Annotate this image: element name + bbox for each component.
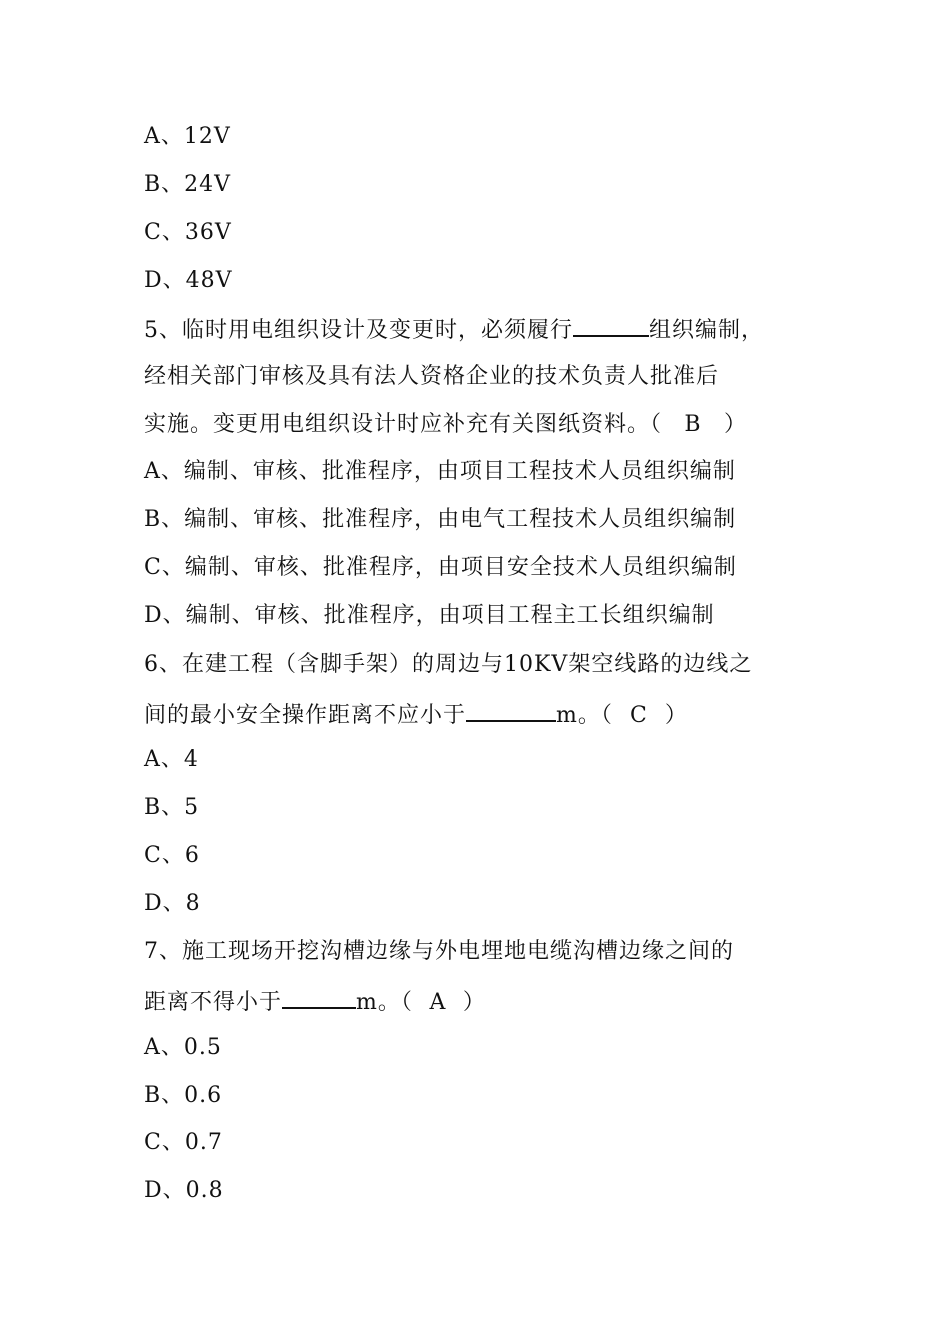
q5-stem-text-1: 5、临时用电组织设计及变更时，必须履行 <box>144 318 573 343</box>
q7-unit: m。（ <box>356 990 413 1015</box>
q6-stem-text-2: 间的最小安全操作距离不应小于 <box>144 703 467 728</box>
q7-option-c: C、0.7 <box>144 1130 223 1155</box>
q7-option-a: A、0.5 <box>144 1035 222 1060</box>
q5-stem-text-3: 实施。变更用电组织设计时应补充有关图纸资料。（ <box>144 412 663 437</box>
q5-stem-line-2: 经相关部门审核及具有法人资格企业的技术负责人批准后 <box>144 364 720 389</box>
q5-stem-line-3 <box>144 410 747 440</box>
q5-close-paren: ） <box>724 412 748 437</box>
q7-option-b: B、0.6 <box>144 1083 223 1108</box>
q6-option-a: A、4 <box>144 747 199 772</box>
q5-option-b: B、编制、审核、批准程序，由电气工程技术人员组织编制 <box>144 507 737 532</box>
q6-blank <box>466 698 556 722</box>
q6-stem-line-1: 6、在建工程（含脚手架）的周边与10KV架空线路的边线之 <box>144 652 753 677</box>
q7-option-d: D、0.8 <box>144 1178 224 1203</box>
q6-answer: C <box>629 703 648 728</box>
q7-answer: A <box>429 990 447 1015</box>
q5-stem-line-1 <box>144 313 764 343</box>
q5-blank <box>573 313 649 337</box>
q4-option-d: D、48V <box>144 268 233 293</box>
q7-stem-line-1: 7、施工现场开挖沟槽边缘与外电埋地电缆沟槽边缘之间的 <box>144 939 734 964</box>
q6-unit: m。（ <box>556 703 613 728</box>
q5-option-c: C、编制、审核、批准程序，由项目安全技术人员组织编制 <box>144 555 737 580</box>
q5-answer: B <box>684 412 702 437</box>
q4-option-c: C、36V <box>144 220 232 245</box>
q7-close-paren: ） <box>462 990 486 1015</box>
q5-stem-text-1b: 组织编制， <box>649 318 765 343</box>
q6-option-c: C、6 <box>144 843 200 868</box>
q7-stem-text-2: 距离不得小于 <box>144 990 283 1015</box>
q5-option-d: D、编制、审核、批准程序，由项目工程主工长组织编制 <box>144 603 715 628</box>
q5-option-a: A、编制、审核、批准程序，由项目工程技术人员组织编制 <box>144 459 736 484</box>
q6-option-b: B、5 <box>144 795 200 820</box>
q6-option-d: D、8 <box>144 891 201 916</box>
q4-option-b: B、24V <box>144 172 232 197</box>
q6-close-paren: ） <box>664 703 688 728</box>
q7-stem-line-2 <box>144 985 486 1015</box>
q6-stem-line-2 <box>144 698 688 728</box>
q7-blank <box>282 985 356 1009</box>
q4-option-a: A、12V <box>144 124 231 149</box>
